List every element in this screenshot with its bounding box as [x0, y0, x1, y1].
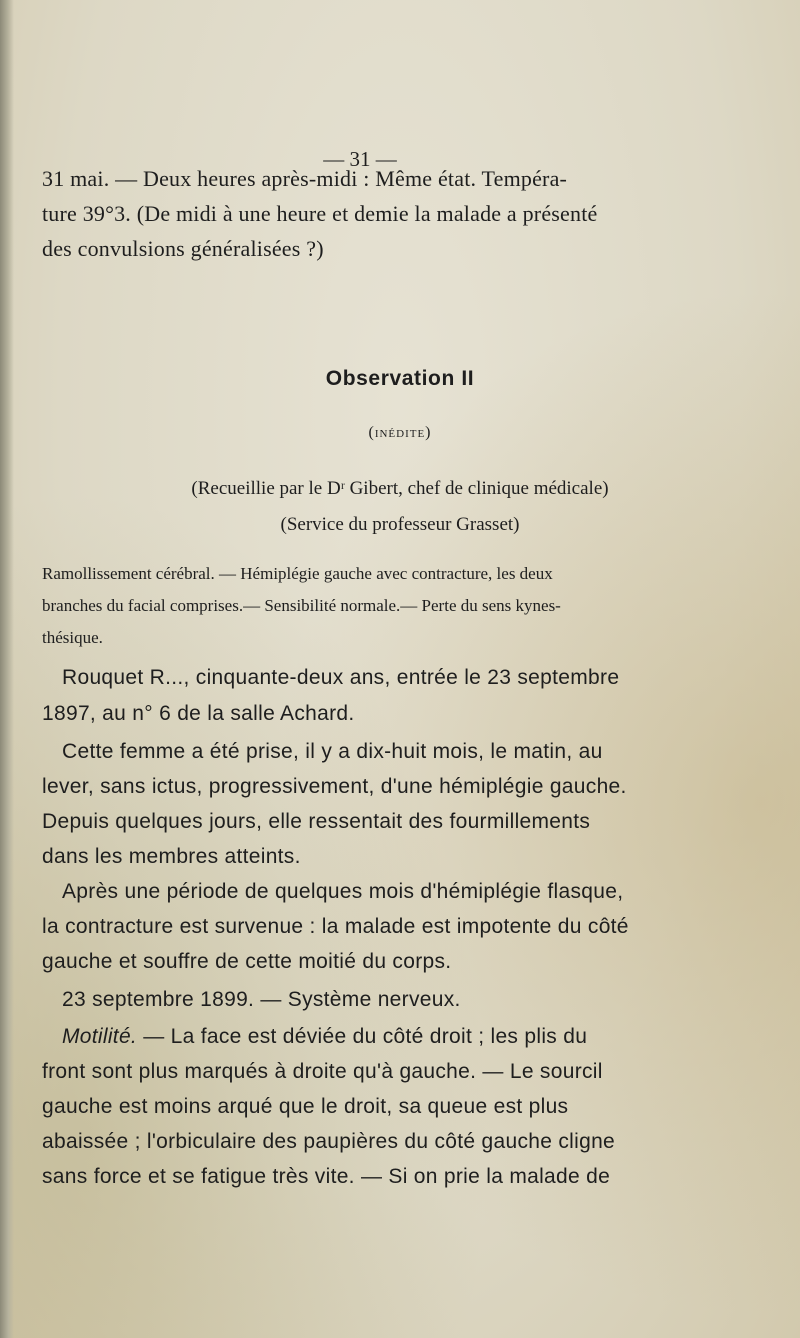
- body-line: sans force et se fatigue très vite. — Si on prie la malade de: [42, 1165, 611, 1188]
- page-number: — 31 —: [323, 147, 397, 171]
- motilite-label: Motilité.: [62, 1025, 138, 1048]
- intro-line: des convulsions généralisées ?): [42, 236, 324, 261]
- observation-credit: (Recueillie par le Dʳ Gibert, chef de clinique médicale): [191, 478, 609, 499]
- body-line: Rouquet R..., cinquante-deux ans, entrée le 23 septembre: [62, 666, 620, 689]
- body-line: gauche est moins arqué que le droit, sa queue est plus: [42, 1095, 569, 1118]
- observation-subtitle: (inédite): [368, 424, 432, 441]
- intro-line: ture 39°3. (De midi à une heure et demie la malade a présenté: [42, 201, 598, 226]
- observation-service: (Service du professeur Grasset): [280, 514, 520, 535]
- observation-title: Observation II: [325, 367, 475, 390]
- body-line: Après une période de quelques mois d'hémiplégie flasque,: [62, 880, 624, 903]
- body-line: Depuis quelques jours, elle ressentait des fourmillements: [42, 810, 591, 833]
- body-line: 1897, au n° 6 de la salle Achard.: [42, 702, 355, 725]
- summary-line: branches du facial comprises.— Sensibilité normale.— Perte du sens kynes-: [42, 596, 561, 615]
- body-line: abaissée ; l'orbiculaire des paupières du côté gauche cligne: [42, 1130, 616, 1153]
- summary-line: Ramollissement cérébral. — Hémiplégie gauche avec contracture, les deux: [42, 564, 553, 583]
- body-line: lever, sans ictus, progressivement, d'une hémiplégie gauche.: [42, 775, 627, 798]
- body-line: dans les membres atteints.: [42, 845, 301, 868]
- body-line: Cette femme a été prise, il y a dix-huit mois, le matin, au: [62, 740, 603, 763]
- body-line: la contracture est survenue : la malade est impotente du côté: [42, 915, 629, 938]
- summary-line: thésique.: [42, 628, 103, 647]
- binding-shadow: [0, 0, 14, 1338]
- intro-line: 31 mai. — Deux heures après-midi : Même état. Tempéra-: [42, 166, 568, 191]
- body-line: 23 septembre 1899. — Système nerveux.: [62, 988, 461, 1011]
- body-line: [62, 1025, 587, 1049]
- body-line: front sont plus marqués à droite qu'à gauche. — Le sourcil: [42, 1060, 603, 1083]
- motilite-text: — La face est déviée du côté droit ; les plis du: [137, 1025, 588, 1048]
- body-line: gauche et souffre de cette moitié du corps.: [42, 950, 452, 973]
